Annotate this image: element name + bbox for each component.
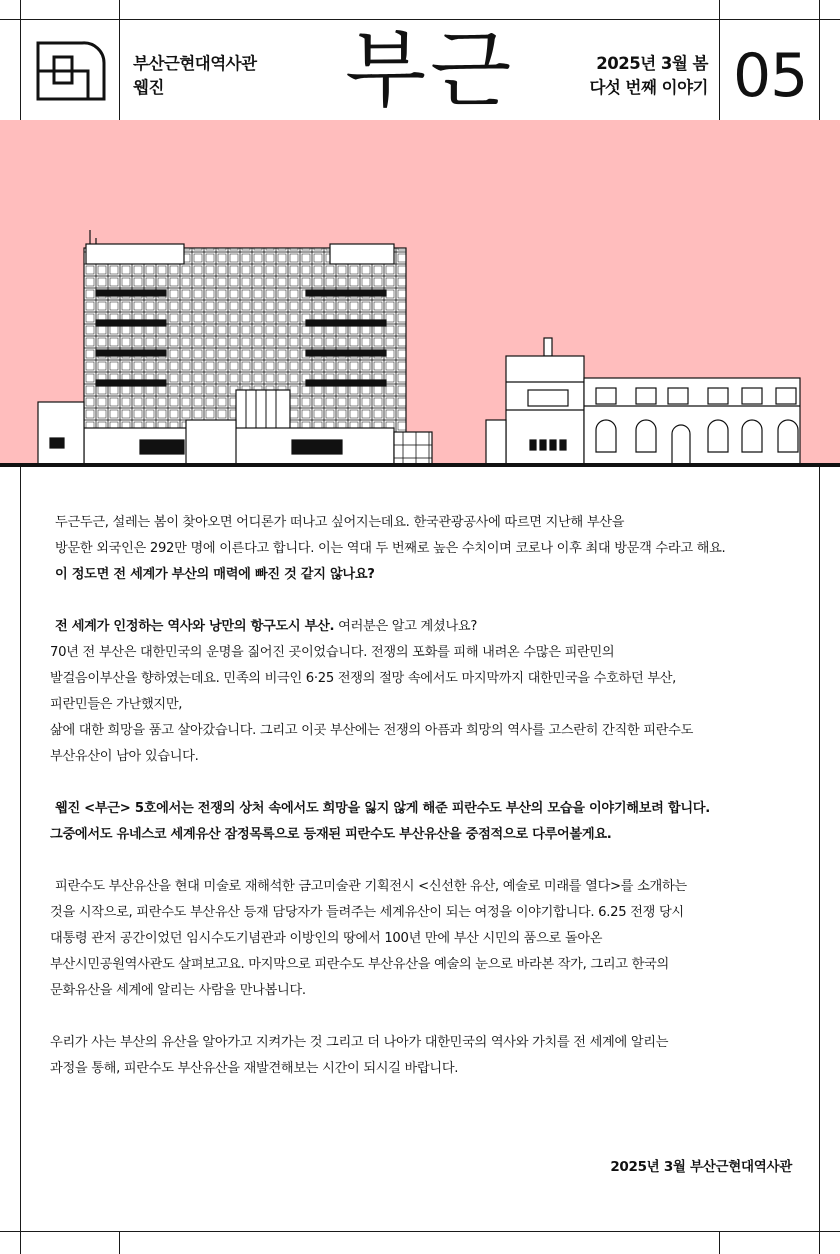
p3-line2-bold: 그중에서도 유네스코 세계유산 잠정목록으로 등재된 피란수도 부산유산을 중점적으로 다루어볼게요.	[50, 827, 612, 842]
p2-rest: 여러분은 알고 계셨나요?	[334, 619, 478, 634]
p3-line1	[50, 796, 800, 822]
signature: 2025년 3월 부산근현대역사관	[610, 1159, 792, 1175]
p4-line3: 대통령 관저 공간이었던 임시수도기념관과 이방인의 땅에서 100년 만에 부산 시민의 품으로 돌아온	[50, 931, 603, 946]
issue-number: 05	[733, 41, 808, 111]
grid-line-top	[0, 19, 840, 20]
issue-date-line1: 2025년 3월 봄	[596, 54, 708, 73]
right-heritage-building	[486, 338, 800, 464]
p1-line2: 방문한 외국인은 292만 명에 이른다고 합니다. 이는 역대 두 번째로 높은 수치이며 코로나 이후 최대 방문객 수라고 해요.	[55, 541, 726, 556]
p5-line1: 우리가 사는 부산의 유산을 알아가고 지켜가는 것 그리고 더 나아가 대한민국의 역사와 가치를 전 세계에 알리는	[50, 1035, 669, 1050]
museum-name-line2: 웹진	[133, 78, 164, 97]
p2-line3: 발걸음이부산을 향하였는데요. 민족의 비극인 6·25 전쟁의 절망 속에서도 마지막까지 대한민국을 수호하던 부산,	[50, 671, 677, 686]
article-body	[50, 510, 800, 1082]
issue-date-line2: 다섯 번째 이야기	[589, 78, 708, 97]
p2-line6: 부산유산이 남아 있습니다.	[50, 749, 199, 764]
p1-line3	[50, 562, 800, 588]
grid-line-3-bottom	[719, 1232, 720, 1254]
p2-line2: 70년 전 부산은 대한민국의 운명을 짊어진 곳이었습니다. 전쟁의 포화를 피해 내려온 수많은 피란민의	[50, 645, 615, 660]
p1-line1: 두근두근, 설레는 봄이 찾아오면 어디론가 떠나고 싶어지는데요. 한국관광공사에 따르면 지난해 부산을	[55, 515, 625, 530]
issue-date	[589, 52, 708, 100]
webzine-title: 부근	[345, 21, 516, 119]
hero-illustration	[0, 120, 840, 466]
grid-line-bottom	[0, 1231, 840, 1232]
grid-line-2-bottom	[119, 1232, 120, 1254]
ground-line	[0, 463, 840, 467]
p4-line4: 부산시민공원역사관도 살펴보고요. 마지막으로 피란수도 부산유산을 예술의 눈으로 바라본 작가, 그리고 한국의	[50, 957, 669, 972]
left-tower-building	[38, 230, 432, 464]
p5-line2: 과정을 통해, 피란수도 부산유산을 재발견해보는 시간이 되시길 바랍니다.	[50, 1061, 459, 1076]
p2-line4: 피란민들은 가난했지만,	[50, 697, 183, 712]
p2-line1	[50, 614, 800, 640]
p4-line5: 문화유산을 세계에 알리는 사람을 만나봅니다.	[50, 983, 306, 998]
p2-bold: 전 세계가 인정하는 역사와 낭만의 항구도시 부산.	[55, 619, 335, 634]
p3-line2	[50, 822, 800, 848]
museum-name-line1: 부산근현대역사관	[133, 54, 257, 73]
p4-line2: 것을 시작으로, 피란수도 부산유산 등재 담당자가 들려주는 세계유산이 되는 여정을 이야기합니다. 6.25 전쟁 당시	[50, 905, 684, 920]
museum-logo-icon	[36, 41, 106, 105]
museum-name	[133, 52, 257, 100]
p3-line1-bold: 웹진 <부근> 5호에서는 전쟁의 상처 속에서도 희망을 잃지 않게 해준 피란수도 부산의 모습을 이야기해보려 합니다.	[55, 801, 710, 816]
p1-line3-bold: 이 정도면 전 세계가 부산의 매력에 빠진 것 같지 않나요?	[55, 567, 375, 582]
p4-line1: 피란수도 부산유산을 현대 미술로 재해석한 금고미술관 기획전시 <신선한 유산, 예술로 미래를 열다>를 소개하는	[55, 879, 687, 894]
p2-line5: 삶에 대한 희망을 품고 살아갔습니다. 그리고 이곳 부산에는 전쟁의 아픔과 희망의 역사를 고스란히 간직한 피란수도	[50, 723, 694, 738]
